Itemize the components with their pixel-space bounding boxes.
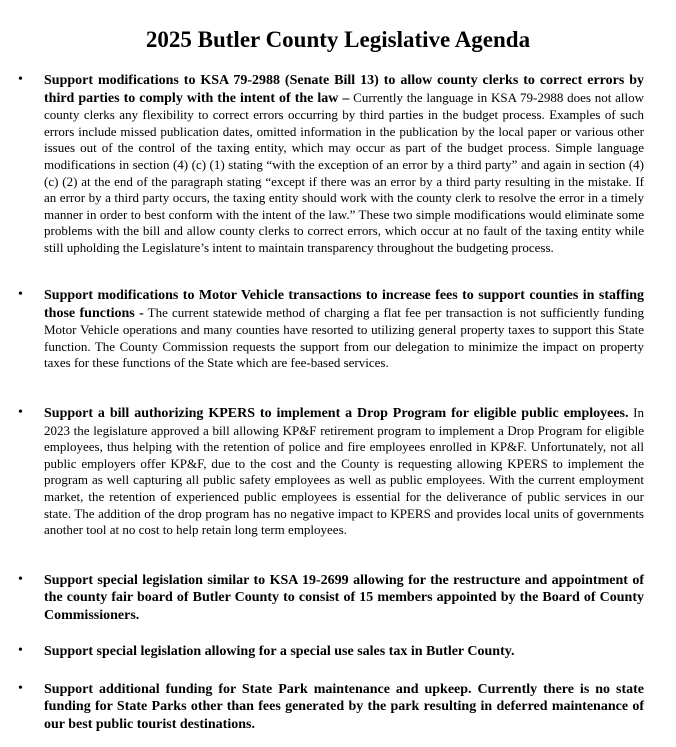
bullet-icon: •	[18, 405, 23, 420]
agenda-item-motor-vehicle	[18, 287, 644, 372]
agenda-item-sales-tax	[18, 643, 644, 660]
agenda-item-text	[44, 287, 644, 372]
agenda-item-body: Currently the language in KSA 79-2988 does not allow county clerks any flexibility to correct errors occurring by third parties in the budget process. Examples of such errors include missed publication dates, omitted information in the publication by the local paper or various other issues out of the control of the taxing entity, which may occur as part of the budget process. Simple language modifications in section (4) (c) (1) stating “with the exception of an error by a third party” and again in section (4) (c) (2) at the end of the paragraph stating “except if there was an error by a third party resulting in the mistake. If an error by a third party occurs, the taxing entity should work with the county clerk to resolve the error in a timely manner in order to best conform with the intent of the law.” These two simple modifications would eliminate some problems with the bill and allow county clerks to correct errors, which occur at no fault of the taxing entity while still upholding the Legislature’s intent to maintain transparency throughout the budgeting process.	[44, 89, 644, 255]
agenda-item-state-parks	[18, 681, 644, 733]
agenda-item-heading: Support special legislation similar to KSA 19-2699 allowing for the restructure and appointment of the county fair board of Butler County to consist of 15 members appointed by the Board of County Commissioners.	[44, 573, 644, 623]
agenda-item-text	[44, 72, 644, 257]
bullet-icon: •	[18, 643, 23, 658]
agenda-item-kpers-drop	[18, 405, 644, 539]
bullet-icon: •	[18, 572, 23, 587]
agenda-item-text	[44, 405, 644, 539]
agenda-item-heading: Support a bill authorizing KPERS to implement a Drop Program for eligible public employees.	[44, 406, 629, 421]
agenda-item-body: The current statewide method of charging a flat fee per transaction is not sufficiently funding Motor Vehicle operations and many counties have resorted to utilizing general property taxes to support this State function. The County Commission requests the support from our delegation to minimize the impact on property taxes for these functions of the State which are fee-based services.	[44, 304, 644, 371]
bullet-icon: •	[18, 287, 23, 302]
bullet-icon: •	[18, 72, 23, 87]
agenda-item-fair-board	[18, 572, 644, 624]
agenda-item-heading: Support additional funding for State Park maintenance and upkeep. Currently there is no state funding for State Parks other than fees generated by the park resulting in deferred maintenance of our best public tourist destinations.	[44, 682, 644, 732]
document-title: 2025 Butler County Legislative Agenda	[145, 27, 531, 52]
bullet-icon: •	[18, 681, 23, 696]
agenda-item-heading: Support special legislation allowing for a special use sales tax in Butler County.	[44, 644, 515, 659]
agenda-item-ksa-79-2988	[18, 72, 644, 257]
agenda-item-body: In 2023 the legislature approved a bill allowing KP&F retirement program to implement a Drop Program for eligible employees, thus helping with the retention of police and fire employees enrolled in KP&F. Unfortunately, not all public employers offer KP&F, due to the cost and the County is requesting allowing KPERS to implement the program as well capturing all public safety employees as well as public employees. With the current employment market, the retention of experienced public employees is essential for the deliverance of public services in our state. The addition of the drop program has no negative impact to KPERS and provides local units of governments another tool at no cost to help retain long term employees.	[44, 405, 644, 538]
agenda-item-heading: Support modifications to Motor Vehicle transactions to increase fees to support counties in staffing those functions -	[44, 288, 644, 321]
agenda-item-heading: Support modifications to KSA 79-2988 (Senate Bill 13) to allow county clerks to correct errors by third parties to comply with the intent of the law –	[44, 73, 644, 106]
